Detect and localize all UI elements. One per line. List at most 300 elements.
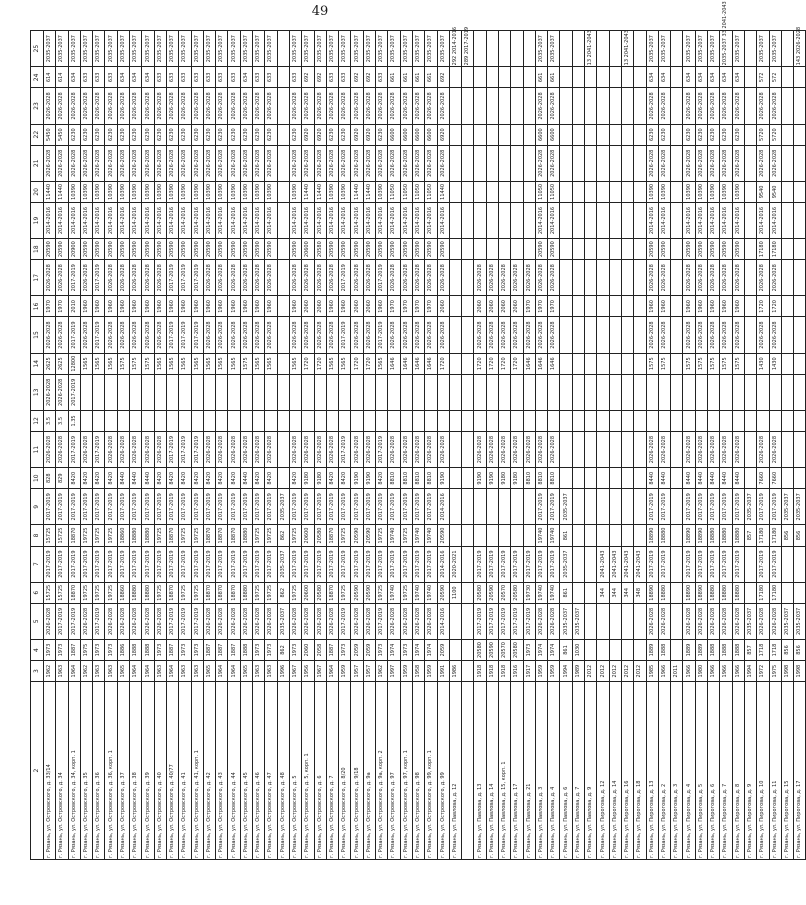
- table-row: [216, 31, 228, 860]
- year-cell: 1985: [646, 661, 658, 682]
- value-cell: 2026-2028: [44, 374, 56, 410]
- value-cell: 19725: [105, 582, 117, 603]
- value-cell: 1973: [265, 639, 277, 660]
- value-cell: [597, 374, 609, 410]
- value-cell: 2026-2028: [80, 88, 92, 124]
- value-cell: 1888: [708, 639, 720, 660]
- value-cell: [449, 124, 461, 145]
- value-cell: 2035-2037: [240, 31, 252, 67]
- value-cell: 2026-2028: [437, 432, 449, 468]
- value-cell: 1960: [179, 296, 191, 317]
- value-cell: 18870: [216, 582, 228, 603]
- value-cell: [449, 260, 461, 296]
- value-cell: [388, 374, 400, 410]
- year-cell: 1975: [769, 661, 781, 682]
- value-cell: [511, 124, 523, 145]
- value-cell: 20590: [363, 239, 375, 260]
- value-cell: [585, 317, 597, 353]
- value-cell: 2026-2028: [535, 88, 547, 124]
- year-cell: 1966: [732, 661, 744, 682]
- value-cell: 1565: [216, 353, 228, 374]
- year-cell: 1980: [695, 661, 707, 682]
- value-cell: 2035-2037: [326, 31, 338, 67]
- column-header: 3: [31, 661, 44, 682]
- value-cell: [781, 88, 793, 124]
- value-cell: 2017-2019: [732, 546, 744, 582]
- value-cell: 10390: [720, 181, 732, 202]
- value-cell: [498, 202, 510, 238]
- value-cell: 2026-2028: [314, 432, 326, 468]
- value-cell: 18870: [203, 582, 215, 603]
- value-cell: 2026-2028: [548, 145, 560, 181]
- value-cell: 6230: [216, 124, 228, 145]
- value-cell: 2026-2028: [253, 317, 265, 353]
- value-cell: 18860: [117, 525, 129, 546]
- value-cell: 10390: [68, 181, 80, 202]
- value-cell: [621, 145, 633, 181]
- value-cell: 2026-2028: [154, 432, 166, 468]
- value-cell: [597, 296, 609, 317]
- value-cell: [634, 181, 646, 202]
- value-cell: 2014-2016: [80, 202, 92, 238]
- value-cell: [744, 410, 756, 431]
- value-cell: 19725: [80, 582, 92, 603]
- value-cell: 6230: [289, 124, 301, 145]
- value-cell: [523, 145, 535, 181]
- value-cell: 2017-2019: [720, 489, 732, 525]
- column-header: 4: [31, 639, 44, 660]
- value-cell: 20900: [68, 239, 80, 260]
- value-cell: 2026-2028: [339, 88, 351, 124]
- value-cell: 20590: [400, 239, 412, 260]
- value-cell: 2026-2028: [412, 145, 424, 181]
- value-cell: 17180: [757, 582, 769, 603]
- value-cell: 634: [240, 67, 252, 88]
- value-cell: 1973: [400, 639, 412, 660]
- value-cell: 2026-2028: [265, 260, 277, 296]
- value-cell: [523, 67, 535, 88]
- value-cell: [462, 603, 474, 639]
- value-cell: [794, 546, 806, 582]
- value-cell: 1720: [769, 296, 781, 317]
- value-cell: 19725: [339, 525, 351, 546]
- value-cell: 6230: [179, 124, 191, 145]
- table-row: [671, 31, 683, 860]
- value-cell: [572, 353, 584, 374]
- value-cell: 1720: [474, 353, 486, 374]
- value-cell: [326, 374, 338, 410]
- value-cell: 2026-2028: [535, 432, 547, 468]
- value-cell: [277, 88, 289, 124]
- value-cell: [437, 410, 449, 431]
- value-cell: 6230: [105, 124, 117, 145]
- value-cell: 18870: [216, 525, 228, 546]
- value-cell: [117, 374, 129, 410]
- value-cell: [585, 145, 597, 181]
- address-cell: г. Рязань, ул. Островского, д. 6: [314, 682, 326, 860]
- column-header: 14: [31, 353, 44, 374]
- value-cell: [462, 546, 474, 582]
- value-cell: [683, 410, 695, 431]
- value-cell: 1565: [166, 353, 178, 374]
- value-cell: 2017-2019: [93, 603, 105, 639]
- value-cell: [462, 88, 474, 124]
- value-cell: 2026-2028: [732, 260, 744, 296]
- value-cell: 18870: [166, 525, 178, 546]
- value-cell: 634: [68, 67, 80, 88]
- address-cell: г. Рязань, ул. Островского, д. 43: [216, 682, 228, 860]
- value-cell: [781, 468, 793, 489]
- value-cell: 20590: [203, 239, 215, 260]
- value-cell: 8420: [228, 468, 240, 489]
- value-cell: [634, 603, 646, 639]
- value-cell: 572: [769, 67, 781, 88]
- value-cell: 2017-2019: [511, 603, 523, 639]
- value-cell: 20590: [351, 582, 363, 603]
- value-cell: 2026-2028: [388, 145, 400, 181]
- value-cell: [560, 202, 572, 238]
- value-cell: 20590: [179, 239, 191, 260]
- value-cell: 1646: [548, 353, 560, 374]
- value-cell: 2035-2037: [572, 603, 584, 639]
- value-cell: 20590: [142, 239, 154, 260]
- value-cell: 2035-2037: [117, 31, 129, 67]
- value-cell: 18860: [117, 582, 129, 603]
- address-cell: г. Рязань, ул. Островского, д. 34, корп. 1: [68, 682, 80, 860]
- value-cell: [498, 67, 510, 88]
- address-cell: г. Рязань, ул. Островского, д. 36: [93, 682, 105, 860]
- value-cell: 1.35: [68, 410, 80, 431]
- value-cell: 2026-2028: [363, 88, 375, 124]
- value-cell: 2017-2019: [339, 546, 351, 582]
- value-cell: 18870: [228, 582, 240, 603]
- value-cell: 10390: [93, 181, 105, 202]
- year-cell: 1963: [265, 661, 277, 682]
- value-cell: 18880: [708, 525, 720, 546]
- value-cell: 18890: [646, 582, 658, 603]
- value-cell: 2026-2028: [683, 88, 695, 124]
- value-cell: 2026-2028: [203, 88, 215, 124]
- value-cell: 8440: [240, 468, 252, 489]
- value-cell: 2035-2037: [216, 31, 228, 67]
- value-cell: 2041-2043: [621, 546, 633, 582]
- value-cell: [511, 31, 523, 67]
- value-cell: 2017-2019: [44, 489, 56, 525]
- value-cell: [462, 639, 474, 660]
- value-cell: 2035-2037: [142, 31, 154, 67]
- value-cell: 1646: [412, 353, 424, 374]
- value-cell: 20580: [314, 525, 326, 546]
- value-cell: 18880: [142, 582, 154, 603]
- value-cell: 2059: [363, 639, 375, 660]
- value-cell: [671, 582, 683, 603]
- value-cell: 2026-2028: [720, 260, 732, 296]
- year-cell: 1964: [68, 661, 80, 682]
- address-cell: г. Рязань, ул. Островского, д. 46: [253, 682, 265, 860]
- address-cell: г. Рязань, ул. Пирогова, д. 11: [769, 682, 781, 860]
- table-row: [314, 31, 326, 860]
- value-cell: [277, 468, 289, 489]
- value-cell: 2026-2028: [80, 145, 92, 181]
- value-cell: [794, 239, 806, 260]
- value-cell: 2014-2016: [757, 202, 769, 238]
- value-cell: [671, 489, 683, 525]
- value-cell: 2035-2037: [437, 31, 449, 67]
- value-cell: 20580: [474, 582, 486, 603]
- year-cell: 1962: [80, 661, 92, 682]
- value-cell: 829: [56, 468, 68, 489]
- value-cell: 1565: [289, 353, 301, 374]
- value-cell: [560, 353, 572, 374]
- value-cell: 2026-2028: [351, 88, 363, 124]
- value-cell: [671, 202, 683, 238]
- value-cell: [585, 260, 597, 296]
- value-cell: 2026-2028: [535, 317, 547, 353]
- value-cell: 2014-2016: [240, 202, 252, 238]
- value-cell: [314, 374, 326, 410]
- value-cell: 20590: [425, 239, 437, 260]
- value-cell: [535, 410, 547, 431]
- value-cell: [572, 31, 584, 67]
- value-cell: 20590: [289, 239, 301, 260]
- value-cell: 5720: [769, 124, 781, 145]
- value-cell: [720, 410, 732, 431]
- value-cell: 2026-2028: [130, 317, 142, 353]
- value-cell: 2017-2019: [326, 489, 338, 525]
- value-cell: 2017-2019: [376, 260, 388, 296]
- value-cell: 1565: [253, 353, 265, 374]
- value-cell: 2026-2028: [708, 145, 720, 181]
- value-cell: 2026-2028: [535, 145, 547, 181]
- value-cell: 2026-2028: [203, 432, 215, 468]
- value-cell: 11440: [56, 181, 68, 202]
- value-cell: 2026-2028: [437, 88, 449, 124]
- value-cell: 2026-2028: [388, 260, 400, 296]
- value-cell: 2026-2028: [474, 432, 486, 468]
- value-cell: 856: [794, 639, 806, 660]
- value-cell: 2026-2028: [302, 88, 314, 124]
- value-cell: 2026-2028: [388, 317, 400, 353]
- value-cell: [449, 603, 461, 639]
- value-cell: 633: [203, 67, 215, 88]
- value-cell: 2017-2019: [535, 546, 547, 582]
- value-cell: [449, 525, 461, 546]
- value-cell: [326, 410, 338, 431]
- value-cell: [585, 410, 597, 431]
- value-cell: [474, 88, 486, 124]
- value-cell: 2017-2019: [166, 489, 178, 525]
- value-cell: 2026-2028: [376, 145, 388, 181]
- table-row: [548, 31, 560, 860]
- value-cell: [560, 124, 572, 145]
- value-cell: 1973: [56, 639, 68, 660]
- value-cell: 10390: [265, 181, 277, 202]
- value-cell: [794, 317, 806, 353]
- value-cell: 20570: [498, 582, 510, 603]
- value-cell: 1575: [130, 353, 142, 374]
- value-cell: [560, 296, 572, 317]
- value-cell: [695, 410, 707, 431]
- value-cell: 2014-2016: [253, 202, 265, 238]
- value-cell: [560, 31, 572, 67]
- value-cell: 8420: [191, 468, 203, 489]
- value-cell: 2014-2016: [683, 202, 695, 238]
- value-cell: 2017-2019: [535, 489, 547, 525]
- value-cell: 2035-2037: [154, 31, 166, 67]
- value-cell: 20590: [130, 239, 142, 260]
- value-cell: 8420: [154, 468, 166, 489]
- value-cell: [462, 296, 474, 317]
- value-cell: 661: [412, 67, 424, 88]
- table-row: [142, 31, 154, 860]
- value-cell: 2026-2028: [302, 317, 314, 353]
- value-cell: 2035-2037: [228, 31, 240, 67]
- value-cell: 2017-2019: [388, 489, 400, 525]
- value-cell: 6920: [302, 124, 314, 145]
- value-cell: [474, 67, 486, 88]
- value-cell: 2035-2037: [376, 31, 388, 67]
- value-cell: 828: [44, 468, 56, 489]
- value-cell: 2026-2028: [240, 603, 252, 639]
- table-row: [511, 31, 523, 860]
- value-cell: 2026-2028: [523, 317, 535, 353]
- value-cell: 1718: [769, 639, 781, 660]
- value-cell: 1565: [203, 353, 215, 374]
- address-cell: г. Рязань, ул. Островского, д. 9а, корп. 2: [376, 682, 388, 860]
- table-row: [228, 31, 240, 860]
- table-header: [31, 31, 44, 860]
- value-cell: 344: [621, 582, 633, 603]
- value-cell: 1960: [376, 296, 388, 317]
- value-cell: 20590: [695, 239, 707, 260]
- value-cell: 2014-2016: [302, 202, 314, 238]
- table-row: [732, 31, 744, 860]
- address-cell: г. Рязань, ул. Пирогова, д. 13: [646, 682, 658, 860]
- value-cell: 1030: [572, 639, 584, 660]
- value-cell: 2026-2028: [203, 260, 215, 296]
- value-cell: 6600: [425, 124, 437, 145]
- year-cell: 1962: [376, 661, 388, 682]
- value-cell: [744, 67, 756, 88]
- value-cell: [240, 374, 252, 410]
- value-cell: 2026-2028: [44, 88, 56, 124]
- value-cell: [535, 374, 547, 410]
- value-cell: 2017-2019: [695, 489, 707, 525]
- value-cell: [683, 374, 695, 410]
- value-cell: [511, 181, 523, 202]
- value-cell: 9190: [437, 468, 449, 489]
- value-cell: 1887: [166, 639, 178, 660]
- value-cell: 292 2014-2016: [449, 31, 461, 67]
- value-cell: 2026-2028: [474, 260, 486, 296]
- value-cell: 1970: [388, 296, 400, 317]
- value-cell: [191, 410, 203, 431]
- value-cell: 19740: [388, 525, 400, 546]
- value-cell: 20580: [511, 582, 523, 603]
- value-cell: 633: [289, 67, 301, 88]
- table-row: [363, 31, 375, 860]
- value-cell: [462, 353, 474, 374]
- column-header: 15: [31, 317, 44, 353]
- table-row: [388, 31, 400, 860]
- value-cell: 2026-2028: [683, 145, 695, 181]
- value-cell: 2017-2019: [68, 489, 80, 525]
- year-cell: 1957: [351, 661, 363, 682]
- value-cell: 8420: [216, 468, 228, 489]
- value-cell: 2060: [351, 296, 363, 317]
- value-cell: 2026-2028: [130, 260, 142, 296]
- value-cell: 634: [695, 67, 707, 88]
- value-cell: 15725: [44, 582, 56, 603]
- value-cell: 18890: [695, 525, 707, 546]
- value-cell: 2035-2037: [388, 31, 400, 67]
- value-cell: 2026-2028: [289, 432, 301, 468]
- value-cell: 634: [142, 67, 154, 88]
- value-cell: 2026-2028: [80, 603, 92, 639]
- value-cell: 2026-2028: [658, 603, 670, 639]
- value-cell: 6230: [203, 124, 215, 145]
- value-cell: [597, 525, 609, 546]
- value-cell: 2026-2028: [216, 432, 228, 468]
- value-cell: 18880: [130, 525, 142, 546]
- value-cell: 1973: [105, 639, 117, 660]
- value-cell: 1565: [154, 353, 166, 374]
- value-cell: 2035-2037: [105, 31, 117, 67]
- value-cell: 2017-2019: [412, 489, 424, 525]
- value-cell: 2026-2028: [400, 317, 412, 353]
- value-cell: 1973: [376, 639, 388, 660]
- value-cell: [449, 202, 461, 238]
- table-row: [425, 31, 437, 860]
- address-cell: г. Рязань, ул. Пирогова, д. 8: [732, 682, 744, 860]
- value-cell: [621, 239, 633, 260]
- value-cell: 2017-2019: [44, 546, 56, 582]
- value-cell: 2026-2028: [412, 88, 424, 124]
- table-row: [351, 31, 363, 860]
- value-cell: 2026-2028: [769, 145, 781, 181]
- value-cell: 2017-2019: [425, 546, 437, 582]
- value-cell: 2059: [437, 639, 449, 660]
- value-cell: 10390: [203, 181, 215, 202]
- value-cell: 1720: [302, 353, 314, 374]
- value-cell: [781, 374, 793, 410]
- value-cell: 15725: [56, 525, 68, 546]
- value-cell: 2026-2028: [302, 432, 314, 468]
- value-cell: 10390: [326, 181, 338, 202]
- column-header: 20: [31, 181, 44, 202]
- address-cell: г. Рязань, ул. Павлова, д. 12: [449, 682, 461, 860]
- value-cell: 20600: [302, 239, 314, 260]
- value-cell: [621, 202, 633, 238]
- value-cell: [634, 296, 646, 317]
- value-cell: [462, 145, 474, 181]
- value-cell: 2026-2028: [695, 432, 707, 468]
- address-cell: г. Рязань, ул. Пирогова, д. 14: [609, 682, 621, 860]
- value-cell: [351, 374, 363, 410]
- value-cell: 1960: [154, 296, 166, 317]
- value-cell: 10390: [339, 181, 351, 202]
- address-cell: г. Рязань, ул. Островского, д. 41, корп. 1: [191, 682, 203, 860]
- value-cell: 856: [781, 639, 793, 660]
- value-cell: [585, 374, 597, 410]
- table-row: [609, 31, 621, 860]
- table-row: [658, 31, 670, 860]
- value-cell: [289, 374, 301, 410]
- value-cell: 2026-2028: [117, 145, 129, 181]
- value-cell: 2035-2037: [80, 31, 92, 67]
- value-cell: 2026-2028: [326, 317, 338, 353]
- table-row: [646, 31, 658, 860]
